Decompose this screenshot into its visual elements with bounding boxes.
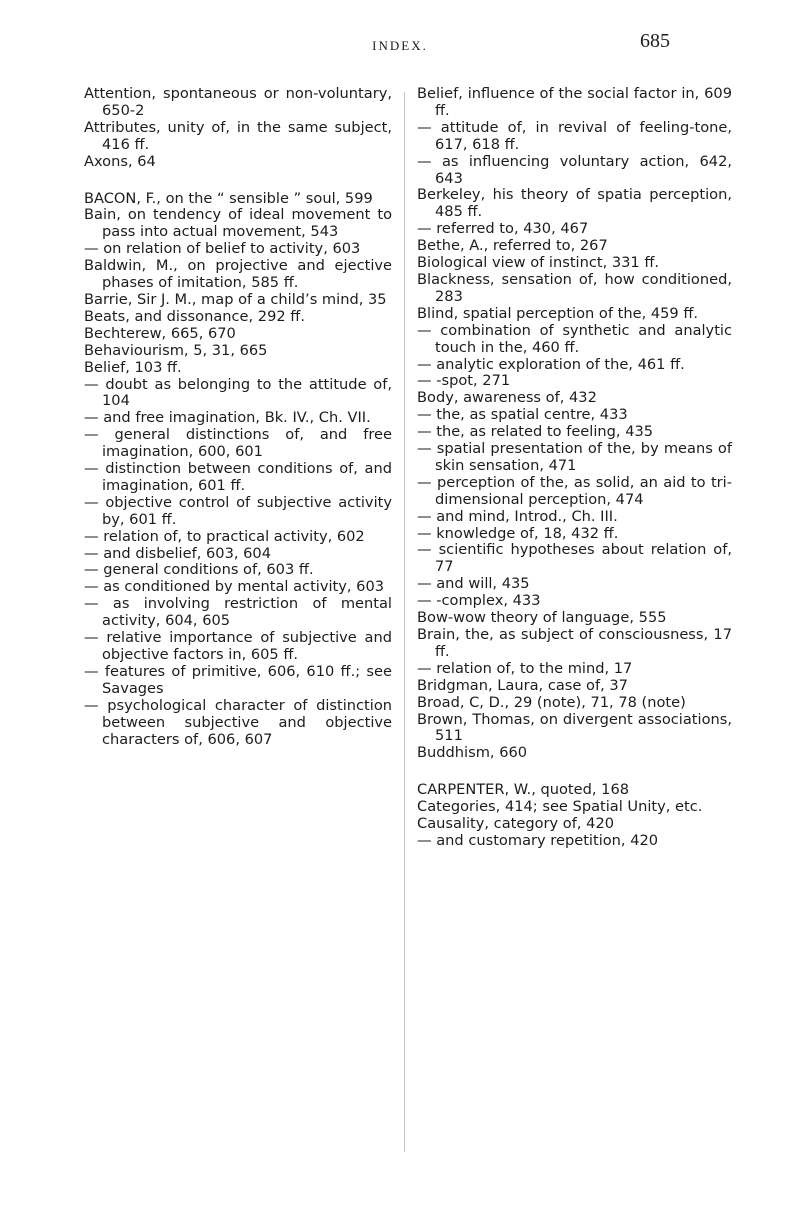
index-entry: — spatial presentation of the, by means of skin sensation, 471: [417, 440, 732, 474]
index-entry: — distinction between conditions of, and imagination, 601 ff.: [84, 460, 392, 494]
index-entry: — general conditions of, 603 ff.: [84, 561, 314, 579]
index-entry: Buddhism, 660: [417, 744, 528, 762]
index-column-right: [417, 86, 732, 850]
index-entry: Categories, 414; see Spatial Unity, etc.: [417, 798, 703, 816]
index-entry: Attention, spontaneous or non-voluntary, 650-2: [84, 85, 392, 119]
index-entry: Belief, influence of the social factor in, 609 ff.: [417, 85, 732, 119]
index-entry: — analytic exploration of the, 461 ff.: [417, 355, 685, 373]
index-entry: — -spot, 271: [417, 372, 511, 390]
index-entry: — combination of synthetic and analytic touch in the, 460 ff.: [417, 321, 732, 356]
index-entry: — perception of the, as solid, an aid to tri-dimensional perception, 474: [417, 473, 732, 508]
index-column-left: [84, 86, 392, 748]
index-entry: Biological view of instinct, 331 ff.: [417, 254, 660, 272]
index-entry: Body, awareness of, 432: [417, 389, 597, 407]
index-entry: — general distinctions of, and free imagination, 600, 601: [84, 426, 392, 461]
index-entry: — -complex, 433: [417, 592, 541, 610]
index-entry: Causality, category of, 420: [417, 815, 615, 833]
index-entry: — as influencing voluntary action, 642, 643: [417, 152, 732, 187]
index-entry: Brown, Thomas, on divergent associations, 511: [417, 710, 732, 745]
index-entry: Bow-wow theory of language, 555: [417, 609, 667, 627]
index-entry: — features of primitive, 606, 610 ff.; see Savages: [84, 662, 392, 697]
index-entry: — the, as spatial centre, 433: [417, 406, 628, 424]
index-entry: Berkeley, his theory of spatia perception, 485 ff.: [417, 186, 732, 221]
index-entry: Blackness, sensation of, how conditioned, 283: [417, 270, 732, 305]
index-entry: — psychological character of distinction between subjective and objective characters of, 606, 607: [84, 696, 392, 748]
index-entry: CARPENTER, W., quoted, 168: [417, 781, 630, 799]
index-entry: Barrie, Sir J. M., map of a child’s mind, 35: [84, 290, 387, 308]
index-entry: — and mind, Introd., Ch. III.: [417, 507, 618, 525]
index-entry: Behaviourism, 5, 31, 665: [84, 341, 268, 359]
index-entry: — doubt as belonging to the attitude of, 104: [84, 375, 392, 410]
index-entry: Blind, spatial perception of the, 459 ff.: [417, 304, 699, 322]
index-entry: — knowledge of, 18, 432 ff.: [417, 524, 619, 542]
index-entry: — on relation of belief to activity, 603: [84, 240, 361, 258]
index-entry: BACON, F., on the “ sensible ” soul, 599: [84, 189, 373, 207]
index-entry: — the, as related to feeling, 435: [417, 423, 654, 441]
column-divider: [404, 92, 405, 1152]
running-title: INDEX.: [372, 38, 428, 53]
index-entry: — relation of, to the mind, 17: [417, 659, 633, 677]
index-entry: — referred to, 430, 467: [417, 220, 589, 238]
index-entry: Broad, C, D., 29 (note), 71, 78 (note): [417, 693, 686, 711]
index-entry: — scientific hypotheses about relation of, 77: [417, 541, 732, 576]
index-entry: — attitude of, in revival of feeling-tone, 617, 618 ff.: [417, 118, 732, 153]
index-entry: Beats, and dissonance, 292 ff.: [84, 307, 305, 325]
index-entry: — and customary repetition, 420: [417, 831, 659, 849]
index-entry: — objective control of subjective activity by, 601 ff.: [84, 493, 392, 528]
index-entry: Axons, 64: [84, 152, 156, 170]
index-entry: — as conditioned by mental activity, 603: [84, 578, 385, 596]
index-entry: Bridgman, Laura, case of, 37: [417, 676, 628, 694]
index-entry: Bechterew, 665, 670: [84, 324, 236, 342]
index-entry: Belief, 103 ff.: [84, 358, 182, 376]
index-entry: Brain, the, as subject of consciousness, 17 ff.: [417, 626, 732, 660]
index-entry: Baldwin, M., on projective and ejective phases of imitation, 585 ff.: [84, 257, 392, 292]
index-entry: — and free imagination, Bk. IV., Ch. VII.: [84, 409, 371, 427]
index-entry: — and disbelief, 603, 604: [84, 544, 271, 562]
page-header: [0, 14, 800, 54]
page-number: 685: [640, 30, 670, 52]
index-entry: Attributes, unity of, in the same subject, 416 ff.: [84, 118, 392, 153]
index-entry: — and will, 435: [417, 575, 530, 593]
index-entry: — as involving restriction of mental activity, 604, 605: [84, 595, 392, 630]
index-entry: Bain, on tendency of ideal movement to pass into actual movement, 543: [84, 206, 392, 241]
index-entry: — relative importance of subjective and objective factors in, 605 ff.: [84, 629, 392, 663]
index-entry: — relation of, to practical activity, 602: [84, 527, 365, 545]
index-entry: Bethe, A., referred to, 267: [417, 237, 608, 255]
